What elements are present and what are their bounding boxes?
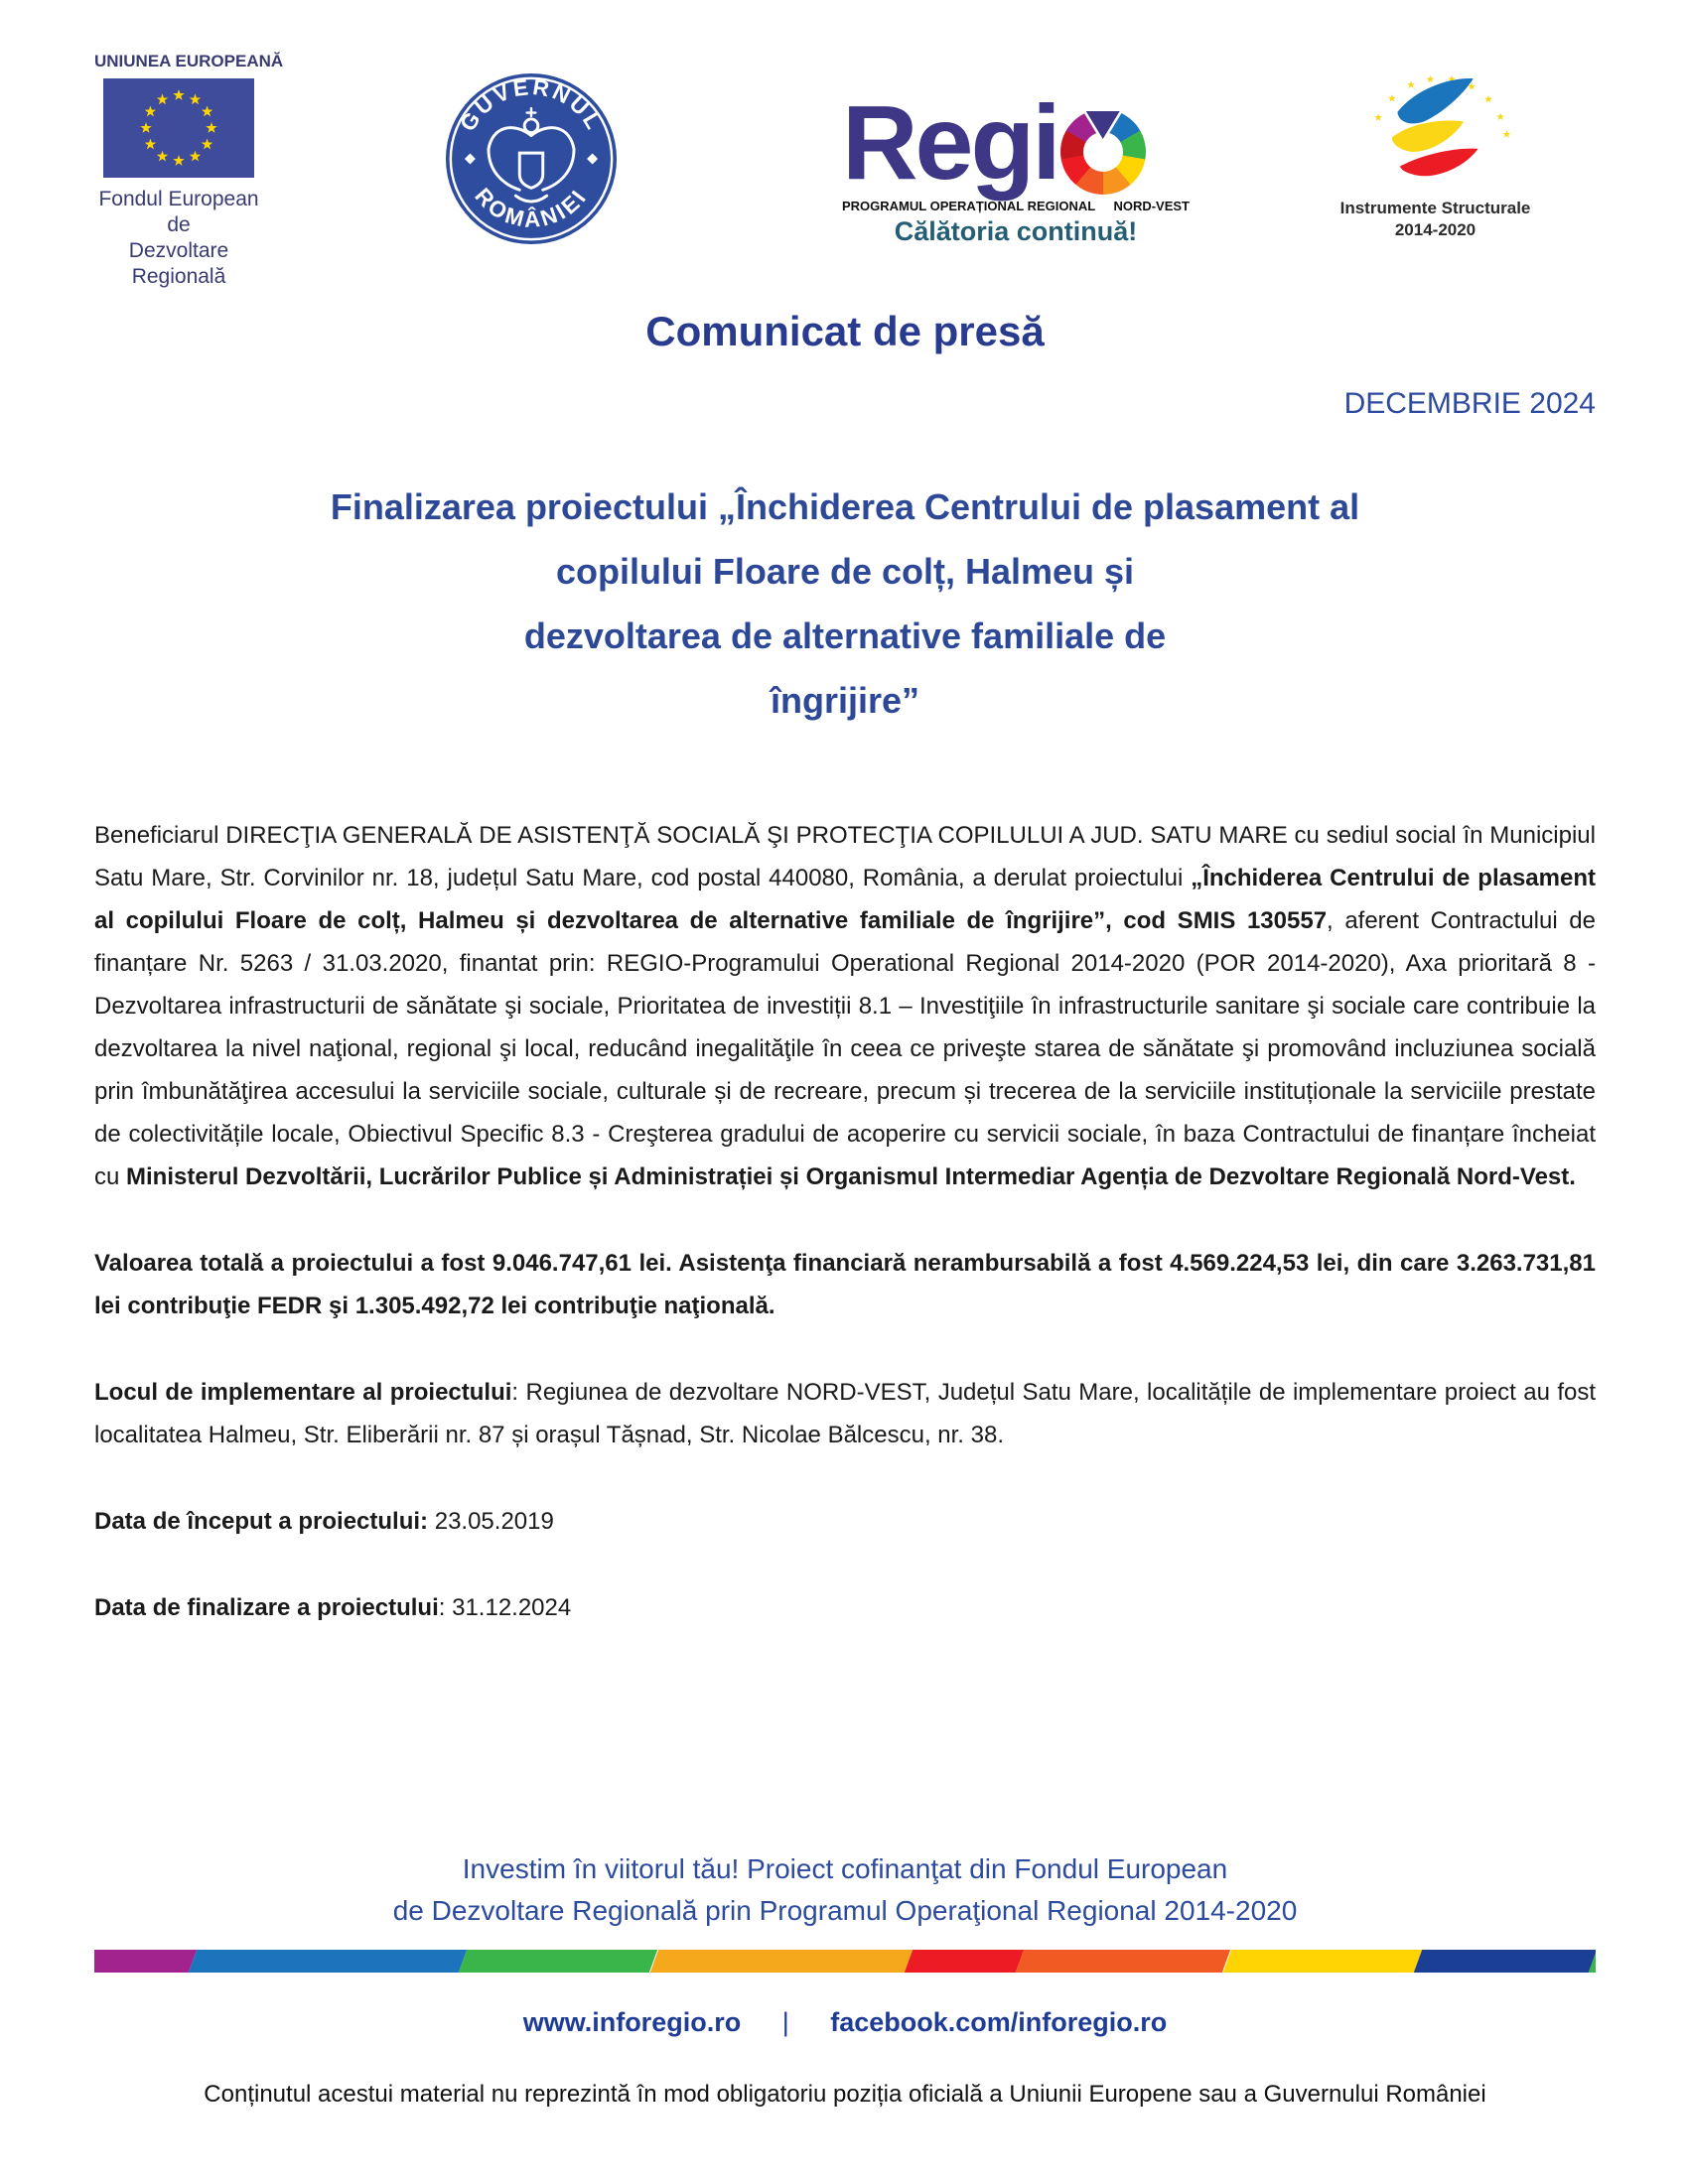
regio-wheel-icon	[1060, 109, 1146, 195]
project-heading	[94, 475, 1596, 733]
body-text	[94, 814, 1596, 1673]
structural-caption-line2: 2014-2020	[1394, 220, 1477, 239]
footer-message	[94, 1848, 1596, 1932]
regio-logo	[842, 84, 1190, 247]
structural-instruments-icon	[1332, 55, 1540, 189]
regio-subtitle-right: NORD-VEST	[1113, 199, 1190, 213]
structural-caption-line1: Instrumente Structurale	[1339, 199, 1531, 217]
facebook-link[interactable]: facebook.com/inforegio.ro	[830, 2007, 1168, 2037]
gov-romania-seal-icon	[444, 71, 619, 246]
eu-caption-line2: Dezvoltare Regională	[128, 239, 229, 288]
regio-subtitle-row	[842, 199, 1190, 213]
regio-subtitle-left: PROGRAMUL OPERAȚIONAL REGIONAL	[842, 199, 1096, 213]
website-link[interactable]: www.inforegio.ro	[522, 2007, 742, 2037]
regio-wordmark: Regi	[842, 84, 1058, 202]
paragraph-beneficiary: Beneficiarul DIRECŢIA GENERALĂ DE ASISTENŢĂ SOCIALĂ ŞI PROTECŢIA COPILULUI A JUD. SATU MARE cu sediul social în Municipiul Satu Mare, Str. Corvinilor nr. 18, județul Satu Mare, cod postal 440080, România, a derulat proiectului „Închiderea Centrului de plasament al copilului Floare de colț, Halmeu și dezvoltarea de alternative familiale de îngrijire”, cod SMIS 130557, aferent Contractului de finanțare Nr. 5263 / 31.03.2020, finantat prin: REGIO-Programului Operational Regional 2014-2020 (POR 2014-2020), Axa prioritară 8 - Dezvoltarea infrastructurii de sănătate şi sociale, Prioritatea de investiții 8.1 – Investiţiile în infrastructurile sanitare şi sociale care contribuie la dezvoltarea la nivel naţional, regional şi local, reducând inegalităţile în ceea ce priveşte starea de sănătate şi promovând incluziunea socială prin îmbunătăţirea accesului la serviciile sociale, culturale și de recreare, precum și trecerea de la serviciile instituționale la serviciile prestate de colectivitățile locale, Obiectivul Specific 8.3 - Creşterea gradului de acoperire cu servicii sociale, în baza Contractului de finanțare încheiat cu Ministerul Dezvoltării, Lucrărilor Publice și Administrației și Organismul Intermediar Agenția de Dezvoltare Regională Nord-Vest.	[94, 822, 1596, 1190]
eu-caption-line1: Fondul European de	[98, 188, 259, 236]
svg-text:GUVERNUL: GUVERNUL	[455, 74, 608, 136]
footer-links	[94, 2007, 1596, 2038]
project-heading-line4: îngrijire”	[770, 680, 920, 721]
paragraph-total-value: Valoarea totală a proiectului a fost 9.046.747,61 lei. Asistenţa financiară nerambursabilă a fost 4.569.224,53 lei, din care 3.263.731,81 lei contribuţie FEDR şi 1.305.492,72 lei contribuţie naţională.	[94, 1250, 1596, 1319]
project-heading-line1: Finalizarea proiectului „Închiderea Centrului de plasament al	[330, 486, 1360, 527]
paragraph-start-date: Data de început a proiectului: 23.05.2019	[94, 1508, 554, 1535]
eu-caption-bottom	[94, 187, 263, 290]
eu-logo-block	[94, 52, 284, 290]
disclaimer-text: Conținutul acestui material nu reprezintă în mod obligatoriu poziția oficială a Uniunii Europene sau a Guvernului României	[204, 2081, 1486, 2108]
regio-tagline: Călătoria continuă!	[894, 216, 1138, 246]
paragraph-end-date: Data de finalizare a proiectului: 31.12.2024	[94, 1594, 572, 1621]
eu-caption-top: UNIUNEA EUROPEANĂ	[94, 52, 284, 70]
link-separator: |	[781, 2007, 789, 2037]
date-line: DECEMBRIE 2024	[1343, 387, 1596, 420]
color-stripe-segments	[94, 1950, 1596, 1973]
structural-instruments-logo	[1319, 55, 1552, 241]
footer-message-line1: Investim în viitorul tău! Proiect cofinanţat din Fondul European	[462, 1853, 1228, 1884]
color-stripe	[94, 1950, 1596, 1973]
svg-text:ROMÂNIEI: ROMÂNIEI	[470, 183, 593, 232]
eu-flag-icon	[103, 78, 254, 178]
project-heading-line3: dezvoltarea de alternative familiale de	[523, 615, 1167, 656]
paragraph-location: Locul de implementare al proiectului: Regiunea de dezvoltare NORD-VEST, Județul Satu Mare, localitățile de implementare proiect au fost localitatea Halmeu, Str. Eliberării nr. 87 și orașul Tășnad, Str. Nicolae Bălcescu, nr. 38.	[94, 1379, 1597, 1448]
structural-caption	[1319, 198, 1552, 241]
project-heading-line2: copilului Floare de colț, Halmeu și	[555, 551, 1135, 592]
regio-wordmark-row	[842, 84, 1190, 202]
footer-message-line2: de Dezvoltare Regională prin Programul Operaţional Regional 2014-2020	[392, 1895, 1298, 1926]
press-release-title: Comunicat de presă	[645, 308, 1045, 354]
